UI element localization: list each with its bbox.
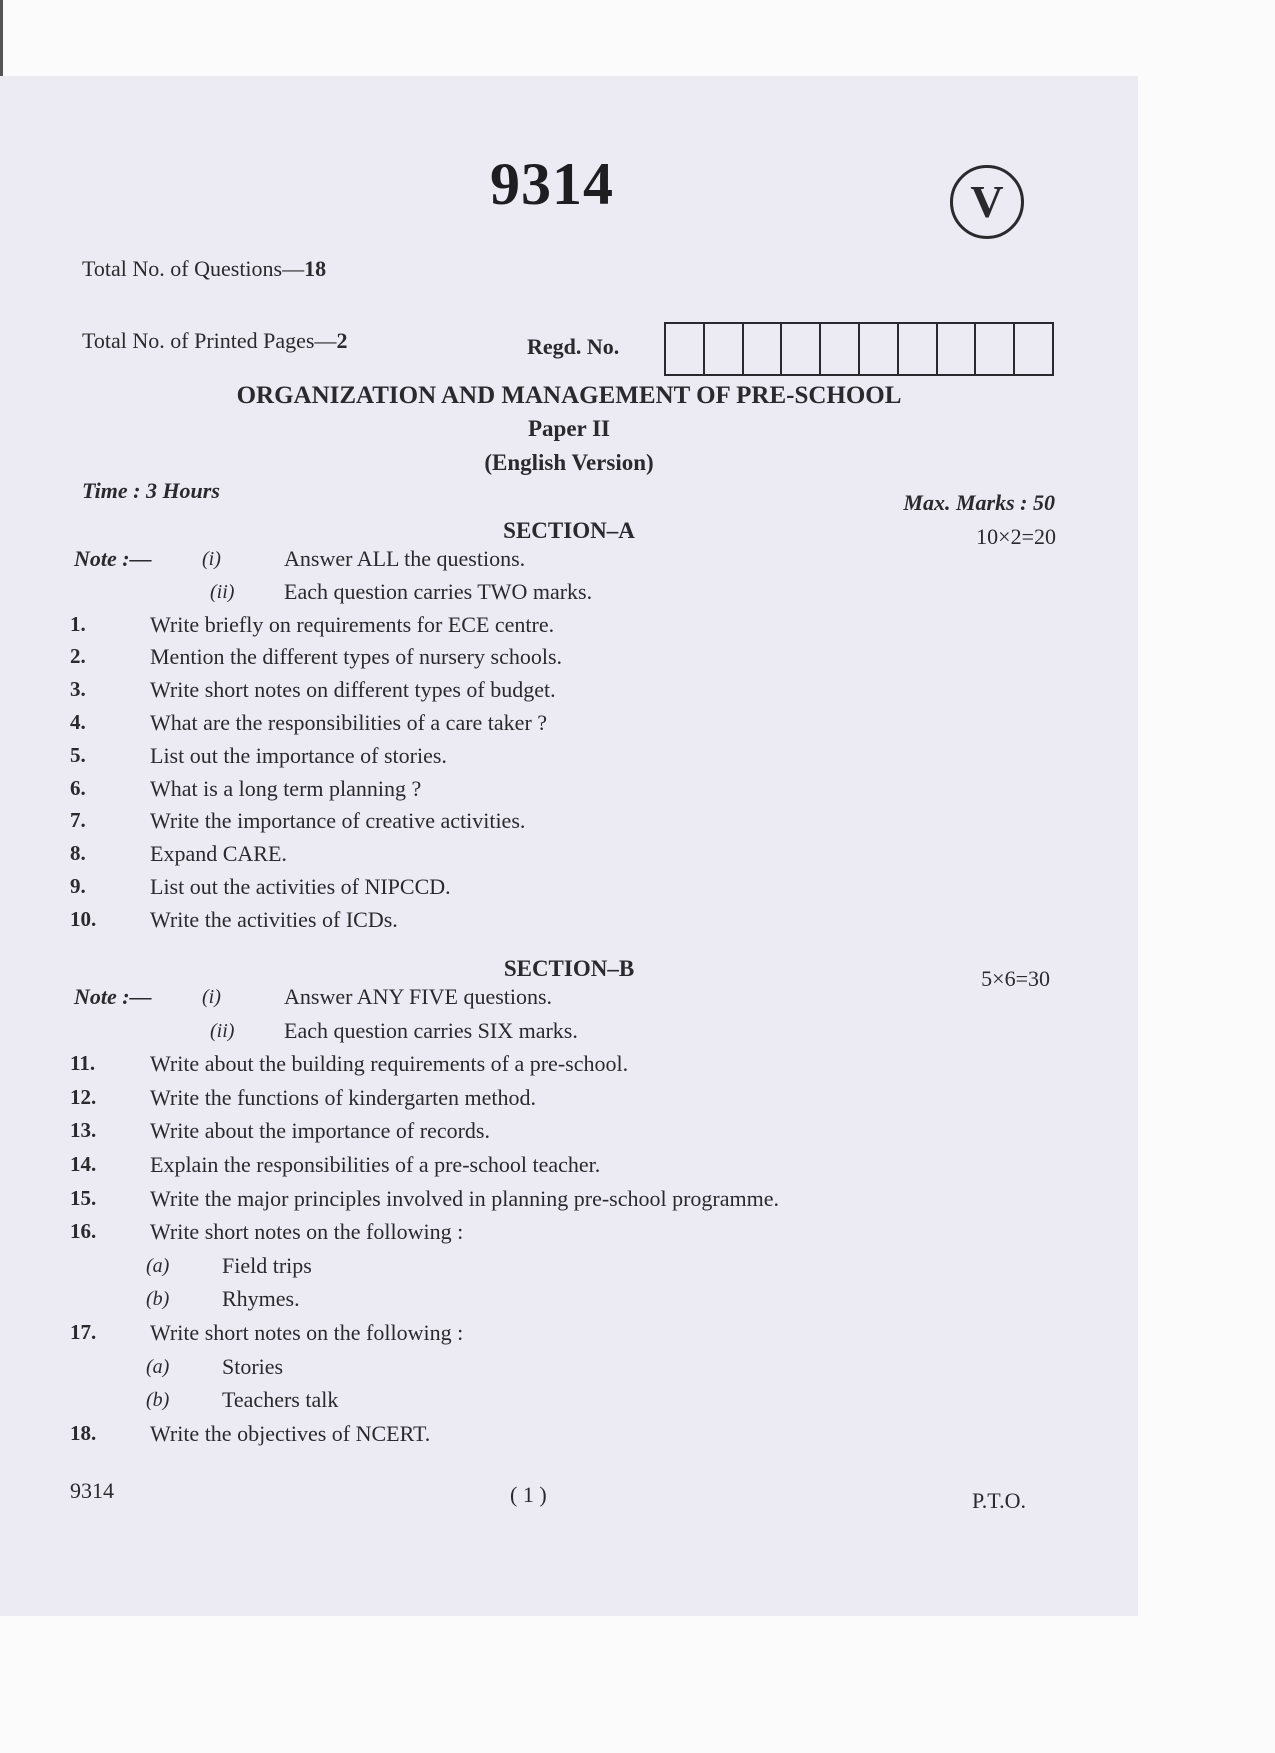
regd-number-boxes[interactable] [664,322,1054,376]
section-a-marks: 10×2=20 [976,524,1056,549]
regd-cell[interactable] [899,324,938,374]
total-pages-label: Total No. of Printed Pages— [82,328,337,353]
regd-cell[interactable] [666,324,705,374]
question-number: 12. [70,1084,97,1109]
question-number: 11. [70,1051,96,1076]
section-a-heading: SECTION–A [503,518,635,543]
question-number: 16. [70,1219,97,1244]
sub-part-marker: (a) [146,1355,170,1378]
question-text: Write the objectives of NCERT. [150,1420,431,1446]
regd-cell[interactable] [860,324,899,374]
section-b-heading: SECTION–B [503,956,635,981]
question-number: 17. [70,1320,97,1344]
note-text: Answer ANY FIVE questions. [284,984,553,1009]
question-text: Write the functions of kindergarten method. [150,1084,537,1110]
regd-cell[interactable] [1015,324,1052,374]
regd-cell[interactable] [705,324,744,374]
sub-part-marker: (b) [146,1389,170,1412]
note-text: Each question carries TWO marks. [284,578,593,604]
question-number: 15. [70,1185,97,1210]
regd-cell[interactable] [976,324,1015,374]
question-text: Write briefly on requirements for ECE centre. [150,611,555,637]
question-number: 9. [70,874,86,898]
question-text: What is a long term planning ? [150,775,422,801]
question-text: Write short notes on the following : [150,1219,464,1245]
note-marker: (ii) [210,580,235,603]
sub-part-text: Field trips [222,1252,312,1278]
question-text: Mention the different types of nursery schools. [150,644,563,670]
total-pages [82,328,347,354]
max-marks: Max. Marks : 50 [903,490,1055,515]
question-number: 3. [70,677,86,702]
question-number: 14. [70,1152,97,1176]
total-questions-label: Total No. of Questions— [82,256,305,281]
note-label: Note :— [74,984,152,1009]
note-text: Each question carries SIX marks. [284,1017,578,1043]
question-text: List out the activities of NIPCCD. [150,874,451,899]
question-number: 2. [70,644,86,669]
question-number: 1. [70,611,86,636]
total-questions-value: 18 [304,256,327,281]
sub-part-text: Rhymes. [222,1286,300,1312]
question-number: 6. [70,775,86,800]
total-pages-value: 2 [336,328,348,353]
time-allowed: Time : 3 Hours [82,478,220,503]
question-number: 7. [70,808,86,833]
regd-cell[interactable] [744,324,783,374]
sub-part-marker: (b) [146,1288,170,1311]
question-number: 8. [70,841,86,866]
sub-part-text: Stories [222,1353,284,1379]
pto-label: P.T.O. [972,1488,1026,1513]
sub-part-marker: (a) [146,1254,170,1277]
page-number: ( 1 ) [510,1482,547,1507]
sub-part-text: Teachers talk [222,1387,339,1413]
question-number: 13. [70,1118,97,1143]
regd-cell[interactable] [821,324,860,374]
note-text: Answer ALL the questions. [284,546,526,571]
regd-label: Regd. No. [527,334,620,359]
note-label: Note :— [74,546,152,571]
question-text: Write about the importance of records. [150,1118,490,1144]
question-text: Write the major principles involved in planning pre-school programme. [150,1185,779,1211]
question-text: Expand CARE. [150,841,287,867]
total-questions [82,256,326,282]
paper-version: (English Version) [484,450,654,475]
question-text: Write the activities of ICDs. [150,906,398,932]
question-text: Explain the responsibilities of a pre-school teacher. [150,1152,601,1177]
section-b-marks: 5×6=30 [981,966,1050,991]
paper-code: 9314 [490,151,614,217]
question-text: List out the importance of stories. [150,742,447,768]
question-text: What are the responsibilities of a care taker ? [150,710,548,735]
note-marker: (i) [202,548,221,570]
regd-cell[interactable] [938,324,977,374]
paper-number: Paper II [528,416,610,441]
question-text: Write short notes on different types of budget. [150,677,556,703]
subject-title: ORGANIZATION AND MANAGEMENT OF PRE-SCHOOL [236,382,902,409]
note-marker: (i) [202,986,221,1008]
footer-code: 9314 [70,1478,114,1503]
note-marker: (ii) [210,1019,235,1042]
question-text: Write the importance of creative activities. [150,808,526,834]
question-number: 5. [70,742,86,767]
scan-edge [0,0,3,80]
question-number: 4. [70,710,86,734]
question-number: 18. [70,1420,97,1445]
question-number: 10. [70,906,97,931]
version-mark: V [950,165,1024,239]
regd-cell[interactable] [782,324,821,374]
question-text: Write short notes on the following : [150,1320,464,1345]
question-text: Write about the building requirements of a pre-school. [150,1051,629,1077]
